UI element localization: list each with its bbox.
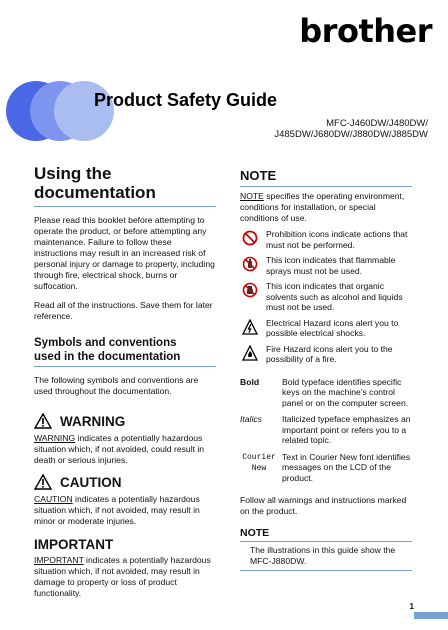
icon-text-flammable: This icon indicates that flammable sprays must not be used.: [266, 255, 396, 276]
icon-row-fire: [240, 344, 412, 365]
symbols-heading-line-1: Symbols and conventions: [34, 337, 177, 349]
intro-paragraph-2: Read all of the instructions. Save them for later reference.: [34, 300, 213, 321]
important-desc: indicates a potentially hazardous situation which, if not avoided, may result in damage to property or loss of product functionality.: [34, 555, 211, 598]
convention-value-italics: Italicized typeface emphasizes an important point or refers you to a related topic.: [282, 414, 411, 445]
convention-key-italics: Italics: [240, 414, 262, 424]
icon-text-fire: Fire Hazard icons alert you to the possibility of a fire.: [266, 343, 393, 364]
model-line-1: MFC-J460DW/J480DW/: [326, 118, 428, 129]
page-number: 1: [409, 602, 414, 611]
note-text: [240, 191, 412, 224]
convention-row-bold: [240, 377, 412, 409]
warning-text: [34, 433, 216, 466]
convention-key-bold: Bold: [240, 376, 260, 387]
symbols-intro: The following symbols and conventions are used throughout the documentation.: [34, 375, 199, 396]
convention-row-courier: [240, 452, 412, 484]
caution-text: [34, 494, 216, 527]
caution-term: CAUTION: [34, 494, 73, 504]
icon-text-solvent: This icon indicates that organic solvents such as alcohol and liquids must not be used.: [266, 281, 403, 312]
warning-heading: [34, 413, 216, 429]
left-column: [34, 160, 216, 599]
model-line-2: J485DW/J680DW/J880DW/J885DW: [274, 129, 428, 140]
icon-row-electrical: [240, 318, 412, 339]
conventions-table: [240, 377, 412, 484]
heading-line-2: documentation: [34, 183, 156, 202]
warning-label: WARNING: [60, 413, 126, 429]
icon-row-solvent: [240, 281, 412, 313]
icon-row-flammable: [240, 255, 412, 276]
caution-desc: indicates a potentially hazardous situation which, if not avoided, may result in minor or moderate injuries.: [34, 494, 200, 526]
heading-line-1: Using the: [34, 164, 112, 183]
important-heading: IMPORTANT: [34, 537, 114, 552]
symbols-heading-line-2: used in the documentation: [34, 351, 181, 363]
note2-heading: NOTE: [240, 527, 412, 542]
no-flammable-spray-icon: [242, 256, 258, 272]
warning-triangle-icon: [34, 413, 52, 429]
follow-instructions: Follow all warnings and instructions marked on the product.: [240, 495, 407, 516]
brother-logo: brother: [299, 12, 432, 50]
important-text: [34, 555, 216, 599]
caution-triangle-icon: [34, 474, 52, 490]
electrical-hazard-icon: [242, 319, 258, 335]
convention-value-courier: Text in Courier New font identifies messages on the LCD of the product.: [282, 451, 411, 483]
icon-text-electrical: Electrical Hazard icons alert you to possible electrical shocks.: [266, 317, 399, 338]
right-column: [240, 160, 412, 571]
caution-label: CAUTION: [60, 474, 122, 490]
icon-text-prohibition: Prohibition icons indicate actions that must not be performed.: [266, 229, 408, 250]
note-box: [240, 527, 412, 571]
no-organic-solvent-icon: [242, 282, 258, 298]
warning-term: WARNING: [34, 433, 76, 443]
warning-desc: indicates a potentially hazardous situation which, if not avoided, could result in death or serious injuries.: [34, 433, 205, 465]
decorative-circles: [0, 70, 120, 152]
page-tab-bar: [414, 612, 448, 619]
note-term: NOTE: [240, 191, 264, 201]
fire-hazard-icon: [242, 345, 258, 361]
intro-paragraph: Please read this booklet before attempting to operate the product, or before attempting any maintenance. Failure to follow these instructions may result in an increased risk of personal injury or damage to property, including through fire, electrical shock, burns or suffocation.: [34, 215, 215, 291]
page-title: Product Safety Guide: [94, 90, 278, 110]
note-desc: specifies the operating environment, conditions for installation, or special conditions of use.: [240, 191, 405, 223]
prohibition-icon: [242, 230, 258, 246]
convention-value-bold: Bold typeface identifies specific keys on the machine's control panel or on the computer screen.: [282, 376, 409, 408]
note2-text: The illustrations in this guide show the MFC-J880DW.: [240, 542, 412, 571]
icon-row-prohibition: [240, 229, 412, 250]
model-list: [208, 118, 428, 140]
convention-key-courier: Courier New: [242, 452, 276, 473]
section-heading-symbols: [34, 336, 216, 367]
convention-row-italics: [240, 414, 412, 446]
section-heading-using-documentation: [34, 164, 216, 207]
icon-list: [240, 229, 412, 365]
important-term: IMPORTANT: [34, 555, 84, 565]
note-heading: NOTE: [240, 168, 412, 187]
caution-heading: [34, 474, 216, 490]
